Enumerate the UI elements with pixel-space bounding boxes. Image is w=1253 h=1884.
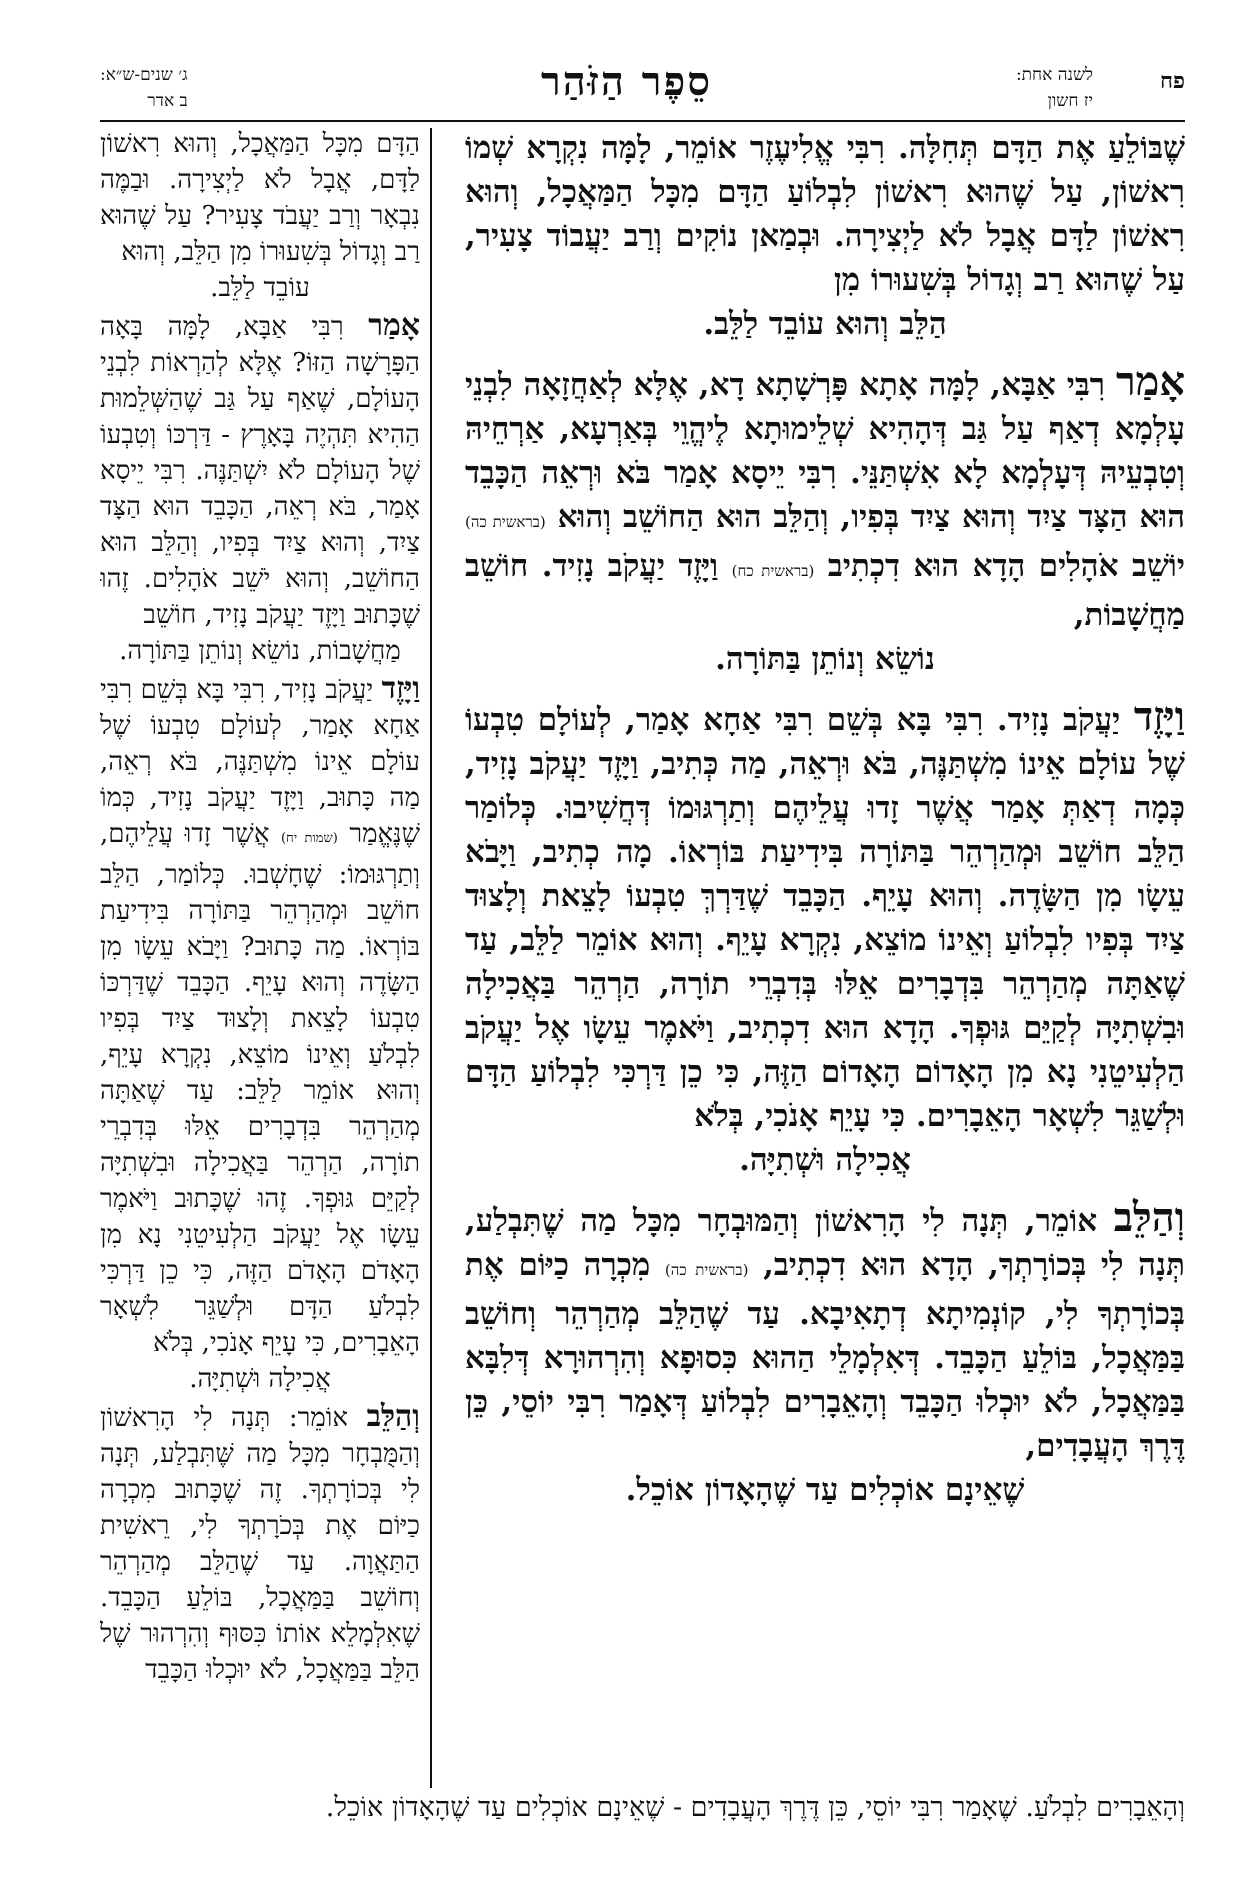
translation-paragraph (100, 671, 420, 1397)
paragraph-text: יוֹשֵׁב אֹהָלִים הָדָא הוּא דִכְתִיב (827, 548, 1185, 584)
source-reference: (בראשית כה) (664, 1261, 749, 1279)
paragraph-opener: וַיָּזֶד (381, 671, 420, 706)
main-paragraph (465, 360, 1185, 681)
paragraph-text: שֶׁבּוֹלֵעַ אֶת הַדָּם תְּחִלָּה. רִבִּי אֱלִיעֶזֶר אוֹמֵר, לָמָּה נִקְרָא שְׁמוֹ רִאשׁוֹן, עַל שֶׁהוּא רִאשׁוֹן לִבְלוֹעַ הַדָּם מִכָּל הַמַּאֲכָל, וְהוּא רִאשׁוֹן לַדָּם אֲבָל לֹא לַיְצִירָה. וּבְמַאן נוֹקִים וְרַב יַעֲבוֹד צָעִיר, עַל שֶׁהוּא רַב וְגָדוֹל בְּשִׁעוּרוֹ מִן (465, 130, 1185, 298)
paragraph-text: יַעֲקֹב נָזִיד, רִבִּי בָּא בְּשֵׁם רִבִּי אַחָא אָמַר, לְעוֹלָם טִבְעוֹ שֶׁל עוֹלָם אֵינוֹ מִשְׁתַּנֶּה, בֹּא רְאֵה, מַה כָּתוּב, וַיָּזֶד יַעֲקֹב נָזִיד, כְּמוֹ שֶׁנֶּאֱמַר (100, 675, 420, 849)
source-reference: (בראשית כה) (465, 513, 546, 531)
paragraph-text: מִכְרָה כַיּוֹם אֶת בְּכוֹרָתְךָ לִי, קוֹנְמִיתָא דְתָאִיבָא. עַד שֶׁהַלֵּב מְהַרְהֵר וְחוֹשֵׁב בַּמַּאֲכָל, בּוֹלֵעַ הַכָּבֵד. דְּאִלְמָלֵי הַהוּא כִּסוּפָא וְהִרְהוּרָא דְּלִבָּא בַּמַּאֲכָל, לֹא יוּכְלוּ הַכָּבֵד וְהָאֵבָרִים לִבְלוֹעַ דְּאָמַר רִבִּי יוֹסֵי, כֵּן דֶּרֶךְ הָעֲבָדִים, (465, 1247, 1185, 1464)
schedule-date: יז חשון (1047, 91, 1093, 111)
header-divider (100, 120, 1185, 122)
schedule-date: ב אדר (147, 91, 188, 111)
paragraph-opener: וְהַלֵּב (366, 1399, 420, 1434)
translation-paragraph (100, 1399, 420, 1688)
paragraph-closing-line: שֶׁאֵינָם אוֹכְלִים עַד שֶׁהָאָדוֹן אוֹכֵל. (625, 1472, 1025, 1508)
paragraph-closing-line: נוֹשֵׂא וְנוֹתֵן בַּתּוֹרָה. (715, 641, 935, 677)
translation-paragraph (100, 126, 420, 306)
paragraph-text: רִבִּי אַבָּא, לָמָּה אָתָא פָּרְשָׁתָא דָא, אֶלָּא לְאַחֲזָאָה לִבְנֵי עָלְמָא דְאַף עַל גַּב דְּהָהִיא שְׁלֵימוּתָא לֶיהֱוֵי בְּאַרְעָא, אַרְחֵיהּ וְטִבְעֵיהּ דְּעָלְמָא לָא אִשְׁתַּנֵּי. רִבִּי יֵיסָא אָמַר בֹּא וּרְאֵה הַכָּבֵד הוּא הַצָּד צַיִד וְהוּא צַיִד בְּפִיו, וְהַלֵּב הוּא הַחוֹשֵׁב וְהוּא (465, 367, 1185, 535)
translation-column (100, 126, 420, 1766)
footer-continuation-line: וְהָאֵבָרִים לִבְלֹעַ. שֶׁאָמַר רִבִּי יוֹסֵי, כֵּן דֶּרֶךְ הָעֲבָדִים - שֶׁאֵינָם אוֹכְלִים עַד שֶׁהָאָדוֹן אוֹכֵל. (325, 1792, 1185, 1823)
paragraph-closing-line: אֲכִילָה וּשְׁתִיָּה. (739, 1142, 911, 1178)
paragraph-text: אֲשֶׁר זָדוּ עֲלֵיהֶם, וְתַרְגּוּמוֹ: שֶׁחָשְׁבוּ. כְּלוֹמַר, הַלֵּב חוֹשֵׁב וּמְהַרְהֵר בַּתּוֹרָה בִּידִיעַת בּוֹרְאוֹ. מַה כָּתוּב? וַיָּבֹא עֵשָׂו מִן הַשָּׂדֶה וְהוּא עָיֵף. הַכָּבֵד שֶׁדַּרְכּוֹ טִבְעוֹ לָצֵאת וְלָצוּד צַיִד בְּפִיו לִבְלֹעַ וְאֵינוֹ מוֹצֵא, נִקְרָא עָיֵף, וְהוּא אוֹמֵר לַלֵּב: עַד שֶׁאַתָּה מְהַרְהֵר בִּדְבָרִים אֵלּוּ בְּדִבְרֵי תוֹרָה, הַרְהֵר בַּאֲכִילָה וּבִשְׁתִיָּה לְקַיֵּם גּוּפְךָ. זֶהוּ שֶׁכָּתוּב וַיֹּאמֶר עֵשָׂו אֶל יַעֲקֹב הַלְעִיטֵנִי נָא מִן הָאָדֹם הָאָדֹם הַזֶּה, כִּי כֵן דַּרְכִּי לִבְלֹעַ הַדָּם וּלְשַׁגֵּר לִשְׁאָר הָאֵבָרִים, כִּי עָיֵף אָנֹכִי, בְּלֹא (100, 819, 420, 1358)
page-header (0, 58, 1253, 118)
book-title: סֵפֶר הַזֹּהַר (541, 58, 712, 105)
main-paragraph (465, 126, 1185, 346)
column-divider (430, 128, 432, 1788)
paragraph-opener: אָמַר (368, 308, 420, 343)
paragraph-closing-line: הַלֵּב וְהוּא עוֹבֵד לַלֵּב. (703, 306, 947, 342)
page-number: פח (1160, 68, 1185, 94)
paragraph-text: יַעֲקֹב נָזִיד. רִבִּי בָּא בְּשֵׁם רִבִּי אַחָא אָמַר, לְעוֹלָם טִבְעוֹ שֶׁל עוֹלָם אֵינוֹ מִשְׁתַּנֶּה, בֹּא וּרְאֵה, מַה כְּתִיב, וַיָּזֶד יַעֲקֹב נָזִיד, כְּמָה דְאַתְּ אָמַר אֲשֶׁר זָדוּ עֲלֵיהֶם וְתַרְגּוּמוֹ דְּחֲשִׁיבוּ. כְּלוֹמַר הַלֵּב חוֹשֵׁב וּמְהַרְהֵר בַּתּוֹרָה בִּידִיעַת בּוֹרְאוֹ. מָה כְתִיב, וַיָּבֹא עֵשָׂו מִן הַשָּׂדֶה. וְהוּא עָיֵף. הַכָּבֵד שֶׁדַּרְךְּ טִבְעוֹ לָצֵאת וְלָצוּד צַיִד בְּפִיו לִבְלוֹעַ וְאֵינוֹ מוֹצֵא, נִקְרָא עָיֵף. וְהוּא אוֹמֵר לַלֵּב, עַד שֶׁאַתָּה מְהַרְהֵר בִּדְבָרִים אֵלּוּ בְּדִבְרֵי תוֹרָה, הַרְהֵר בַּאֲכִילָה וּבִשְׁתִיָּה לְקַיֵּם גּוּפְךָ. הָדָא הוּא דִכְתִיב, וַיֹּאמֶר עֵשָׂו אֶל יַעֲקֹב הַלְעִיטֵנִי נָא מִן הָאָדוֹם הָאָדוֹם הַזֶּה, כִּי כֵן דַּרְכִּי לִבְלוֹעַ הַדָּם וּלְשַׁגֵּר לִשְׁאָר הָאֵבָרִים. כִּי עָיֵף אָנֹכִי, בְּלֹא (465, 702, 1185, 1134)
main-text-column (465, 126, 1185, 1766)
schedule-label: לשנה אחת: (1015, 65, 1093, 85)
paragraph-text: וַיָּזֶד יַעֲקֹב נָזִיד. חוֹשֵׁב מַחֲשָׁבוֹת, (465, 548, 1185, 633)
schedule-label: ג׳ שנים-ש״א: (100, 65, 188, 85)
source-reference: (בראשית כח) (731, 562, 815, 580)
main-paragraph (465, 1196, 1185, 1512)
main-paragraph (465, 695, 1185, 1182)
reading-schedule-three-year (100, 62, 188, 114)
paragraph-text: אוֹמֵר, תְּנָה לִי הָרִאשׁוֹן וְהַמּוּבְחָר מִכָּל מַה שֶׁתִּבְלַע, תְּנָה לִי בְּכוֹרָתְךָ, הָדָא הוּא דִכְתִיב, (465, 1203, 1185, 1283)
paragraph-opener: וְהַלֵּב (1113, 1194, 1185, 1241)
paragraph-closing-line: אֲכִילָה וּשְׁתִיָּה. (189, 1364, 331, 1394)
source-reference: (שמות יח) (280, 831, 338, 846)
paragraph-text: הַדָּם מִכָּל הַמַּאֲכָל, וְהוּא רִאשׁוֹן לַדָּם, אֲבָל לֹא לַיְצִירָה. וּבַמֶּה נִבְאָר וְרַב יַעֲבֹד צָעִיר? עַל שֶׁהוּא רַב וְגָדוֹל בְּשִׁעוּרוֹ מִן הַלֵּב, וְהוּא (100, 129, 420, 267)
paragraph-closing-line: עוֹבֵד לַלֵּב. (210, 273, 310, 303)
paragraph-text: אוֹמֵר: תְּנָה לִי הָרִאשׁוֹן וְהַמֻּבְחָר מִכָּל מַה שֶּׁתִּבְלַע, תְּנָה לִי בְּכוֹרָתְךָ. זֶה שֶׁכָּתוּב מִכְרָה כַיּוֹם אֶת בְּכֹרָתְךָ לִי, רֵאשִׁית הַתַּאֲוָה. עַד שֶׁהַלֵּב מְהַרְהֵר וְחוֹשֵׁב בַּמַּאֲכָל, בּוֹלֵעַ הַכָּבֵד. שֶׁאִלְמָלֵא אוֹתוֹ כִּסּוּף וְהִרְהוּר שֶׁל הַלֵּב בַּמַּאֲכָל, לֹא יוּכְלוּ הַכָּבֵד (100, 1403, 420, 1685)
paragraph-opener: אָמַר (1115, 358, 1185, 405)
paragraph-closing-line: מַחֲשָׁבוֹת, נוֹשֵׂא וְנוֹתֵן בַּתּוֹרָה. (119, 636, 401, 666)
paragraph-text: רִבִּי אַבָּא, לָמָּה בָּאָה הַפָּרָשָׁה הַזּוֹ? אֶלָּא לְהַרְאוֹת לִבְנֵי הָעוֹלָם, שֶׁאַף עַל גַּב שֶׁהַשְּׁלֵמוּת הַהִיא תִּהְיֶה בָּאָרֶץ - דַּרְכּוֹ וְטִבְעוֹ שֶׁל הָעוֹלָם לֹא יִשְׁתַּנֶּה. רִבִּי יֵיסָא אָמַר, בֹּא רְאֵה, הַכָּבֵד הוּא הַצָּד צַיִד, וְהוּא צַיִד בְּפִיו, וְהַלֵּב הוּא הַחוֹשֵׁב, וְהוּא יֹשֵׁב אֹהָלִים. זֶהוּ שֶׁכָּתוּב וַיָּזֶד יַעֲקֹב נָזִיד, חוֹשֵׁב (100, 312, 420, 630)
translation-paragraph (100, 308, 420, 669)
paragraph-opener: וַיָּזֶד (1133, 693, 1185, 740)
